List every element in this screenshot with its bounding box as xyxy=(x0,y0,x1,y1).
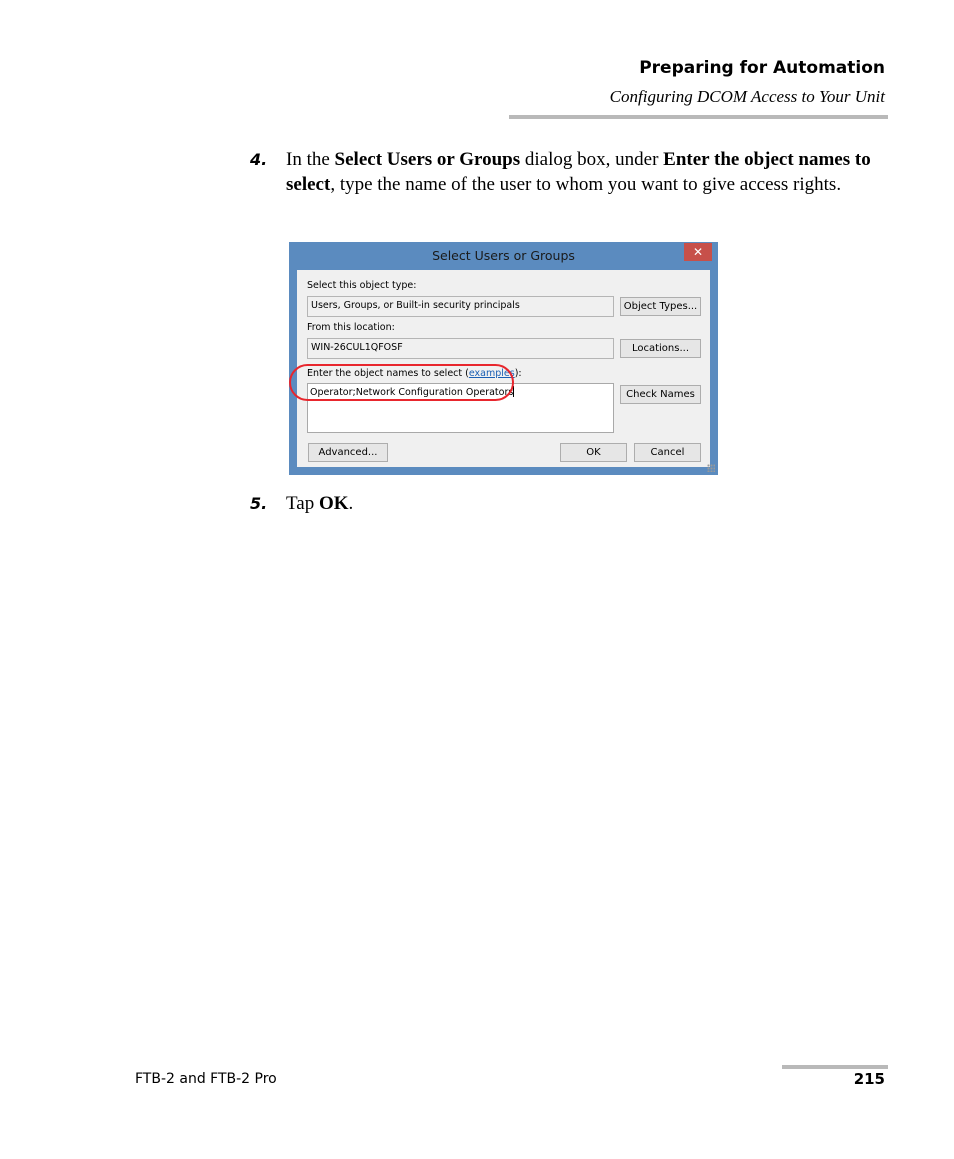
page-number: 215 xyxy=(853,1070,885,1088)
location-label: From this location: xyxy=(307,322,395,333)
select-users-dialog xyxy=(289,242,718,475)
step-text: In the Select Users or Groups dialog box, under Enter the object names to select, type the name of the user to whom you want to give access rights. xyxy=(286,149,871,195)
advanced-button[interactable]: Advanced... xyxy=(308,443,388,462)
locations-button[interactable]: Locations... xyxy=(620,339,701,358)
examples-link[interactable]: examples xyxy=(468,368,515,379)
object-names-input[interactable]: Operator;Network Configuration Operators xyxy=(307,383,614,433)
close-icon: ✕ xyxy=(692,245,704,259)
highlight-annotation xyxy=(289,364,514,401)
close-button[interactable] xyxy=(684,243,712,261)
dialog-title: Select Users or Groups xyxy=(432,248,575,263)
header-rule xyxy=(509,115,888,119)
location-field: WIN-26CUL1QFOSF xyxy=(307,338,614,359)
resize-grip-icon[interactable] xyxy=(707,464,715,472)
page-header-subtitle: Configuring DCOM Access to Your Unit xyxy=(609,87,885,106)
object-names-label: Enter the object names to select (examples): xyxy=(307,368,522,379)
object-type-label: Select this object type: xyxy=(307,280,417,291)
step-4 xyxy=(250,147,871,227)
text-cursor xyxy=(513,386,514,397)
step-number: 4. xyxy=(250,150,268,169)
footer-product: FTB-2 and FTB-2 Pro xyxy=(135,1071,277,1087)
object-types-button[interactable]: Object Types... xyxy=(620,297,701,316)
cancel-button[interactable]: Cancel xyxy=(634,443,701,462)
step-5 xyxy=(250,491,550,517)
step-text: Tap OK. xyxy=(286,493,354,514)
footer-rule xyxy=(782,1065,888,1069)
check-names-button[interactable]: Check Names xyxy=(620,385,701,404)
page-header-title: Preparing for Automation xyxy=(639,58,885,78)
step-number: 5. xyxy=(250,494,268,513)
object-type-field: Users, Groups, or Built-in security principals xyxy=(307,296,614,317)
dialog-titlebar xyxy=(289,242,718,270)
ok-button[interactable]: OK xyxy=(560,443,627,462)
